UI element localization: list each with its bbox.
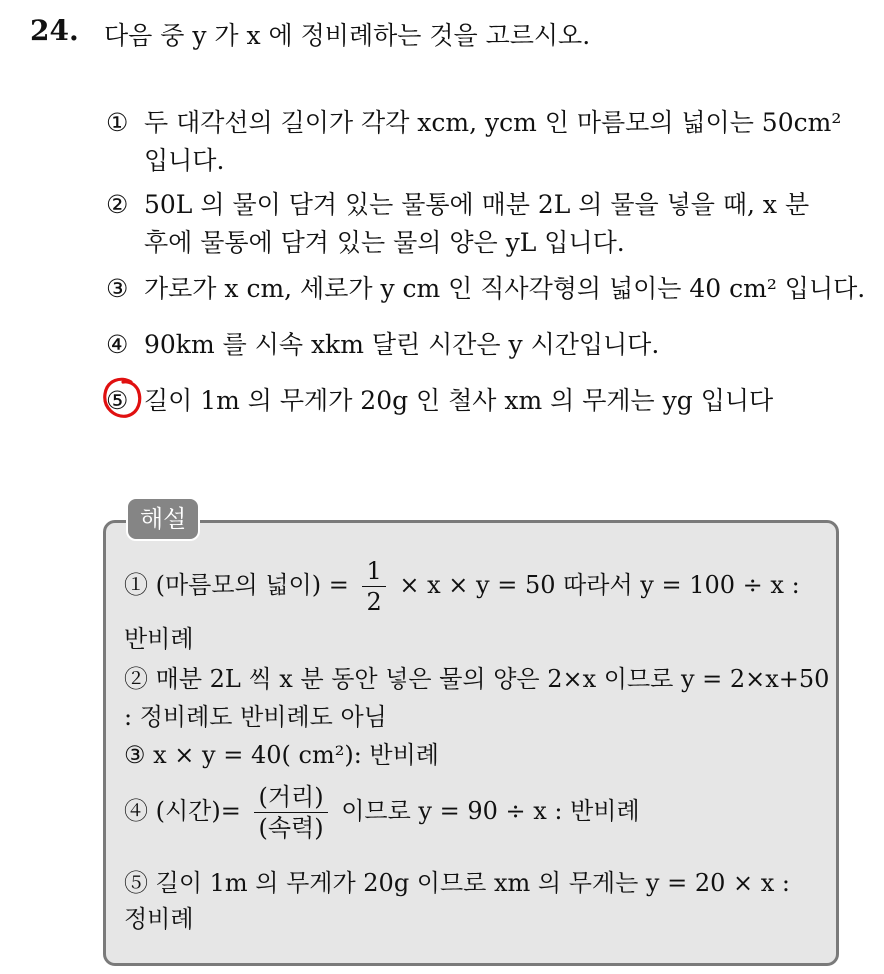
choice-5-number: ⑤: [106, 386, 129, 415]
choice-3-number: ③: [106, 274, 129, 303]
choice-4-line1: 90km 를 시속 xkm 달린 시간은 y 시간입니다.: [144, 330, 660, 359]
explanation-2-line1: ② 매분 2L 씩 x 분 동안 넣은 물의 양은 2×x 이므로 y = 2×x+50: [124, 665, 830, 693]
explanation-1-before: ① (마름모의 넓이) =: [124, 571, 349, 599]
explanation-4: [124, 782, 640, 843]
choice-2-line1: 50L 의 물이 담겨 있는 물통에 매분 2L 의 물을 넣을 때, x 분: [144, 190, 810, 219]
fraction-numerator: (거리): [254, 782, 327, 813]
explanation-2-line2: : 정비례도 반비례도 아님: [124, 703, 387, 731]
choice-2-number: ②: [106, 190, 129, 219]
question-text: 다음 중 y 가 x 에 정비례하는 것을 고르시오.: [104, 21, 591, 50]
explanation-4-before: ④ (시간)=: [124, 797, 241, 825]
choice-4: [106, 326, 659, 364]
choice-5-line1: 길이 1m 의 무게가 20g 인 철사 xm 의 무게는 yg 입니다: [144, 386, 774, 415]
explanation-1-line2: 반비례: [124, 625, 194, 653]
choice-1: [106, 104, 841, 180]
choice-3: [106, 270, 865, 308]
fraction-denominator: (속력): [258, 814, 324, 842]
choice-5: [106, 382, 773, 420]
explanation-1-after: × x × y = 50 따라서 y = 100 ÷ x :: [399, 571, 800, 599]
choice-4-number: ④: [106, 330, 129, 359]
explanation-5-line1: ⑤ 길이 1m 의 무게가 20g 이므로 xm 의 무게는 y = 20 × x :: [124, 869, 790, 897]
fraction-one-half: [362, 556, 385, 617]
question-number: 24.: [30, 14, 79, 47]
fraction-numerator: 1: [362, 556, 385, 587]
choice-1-line2: 입니다.: [144, 146, 225, 175]
choice-2: [106, 186, 809, 262]
choice-1-line1: 두 대각선의 길이가 각각 xcm, ycm 인 마름모의 넓이는 50cm²: [144, 108, 842, 137]
explanation-4-after: 이므로 y = 90 ÷ x : 반비례: [341, 797, 640, 825]
choice-3-line1: 가로가 x cm, 세로가 y cm 인 직사각형의 넓이는 40 cm² 입니다.: [144, 274, 866, 303]
choice-1-number: ①: [106, 108, 129, 137]
explanation-1: [124, 556, 800, 617]
fraction-distance-speed: [254, 782, 327, 843]
explanation-3: ③ x × y = 40( cm²): 반비례: [124, 741, 439, 769]
choice-2-line2: 후에 물통에 담겨 있는 물의 양은 yL 입니다.: [144, 228, 625, 257]
explanation-5-line2: 정비례: [124, 905, 194, 933]
fraction-denominator: 2: [366, 588, 382, 616]
explanation-tag: 해설: [126, 497, 200, 541]
